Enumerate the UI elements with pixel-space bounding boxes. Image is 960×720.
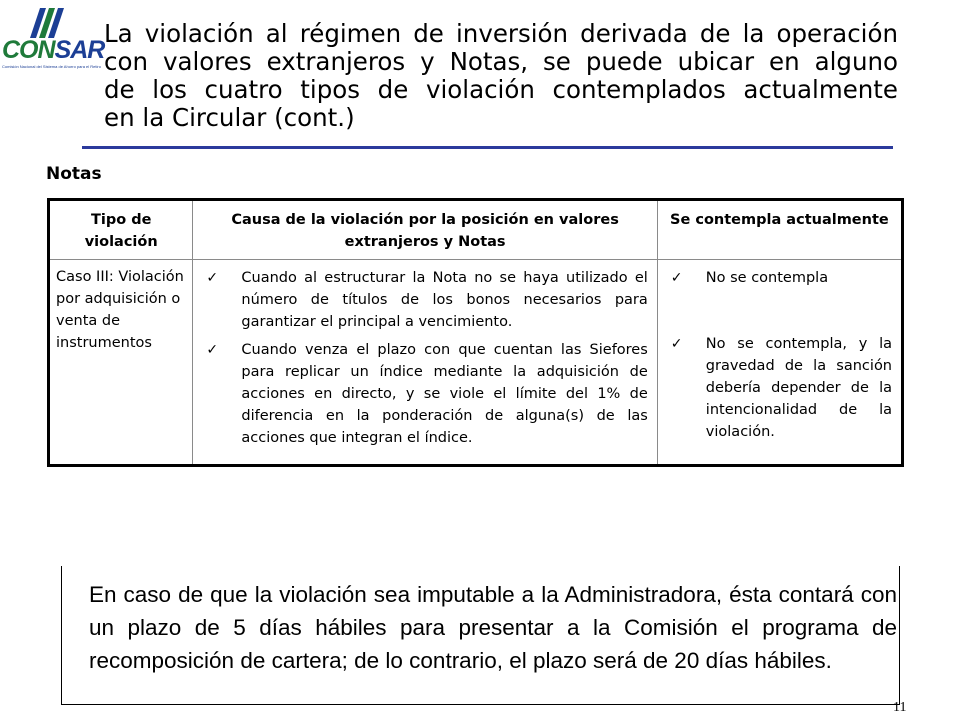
consar-logo	[0, 0, 105, 72]
title-line-4: en la Circular (cont.)	[104, 103, 355, 132]
list-item	[667, 267, 892, 289]
causes-cell	[193, 260, 657, 466]
title-line-1: La violación al régimen de inversión derivada de la operación	[104, 19, 898, 48]
logo-text-con: CON	[2, 36, 55, 64]
contemplated-text: No se contempla	[705, 270, 829, 286]
logo-subtitle: Comisión Nacional del Sistema de Ahorro para el Retiro	[2, 64, 101, 69]
cause-text: Cuando venza el plazo con que cuentan las Siefores para replicar un índice mediante la adquisición de acciones en directo, y se viole el límite del 1% de diferencia en la ponderación de alguna(s) de las acciones que integran el índice.	[241, 342, 648, 446]
header-causa: Causa de la violación por la posición en valores extranjeros y Notas	[193, 200, 657, 260]
section-label: Notas	[46, 164, 102, 184]
logo-text-sar: SAR	[54, 36, 105, 64]
list-item	[667, 333, 892, 443]
checkmark-icon: ✓	[670, 270, 683, 286]
title-line-2: con valores extranjeros y Notas, se puede ubicar en alguno	[104, 47, 898, 76]
title-line-3: de los cuatro tipos de violación contemplados actualmente	[104, 75, 898, 104]
page-number: 11	[893, 700, 907, 715]
contemplated-text: No se contempla, y la gravedad de la sanción debería depender de la intencionalidad de la violación.	[705, 336, 892, 440]
list-item	[202, 339, 647, 449]
checkmark-icon: ✓	[206, 342, 219, 358]
contemplated-cell	[657, 260, 902, 466]
causes-list	[194, 261, 655, 463]
slide-title	[104, 20, 898, 132]
list-item	[202, 267, 647, 333]
title-divider	[82, 146, 893, 149]
checkmark-icon: ✓	[670, 336, 683, 352]
table-header-row	[49, 200, 903, 260]
header-contempla: Se contempla actualmente	[657, 200, 902, 260]
logo-wordmark	[2, 38, 104, 63]
case-type-cell: Caso III: Violación por adquisición o venta de instrumentos	[49, 260, 193, 466]
note-paragraph: En caso de que la violación sea imputable a la Administradora, ésta contará con un plazo de 5 días hábiles para presentar a la Comisión el programa de recomposición de cartera; de lo contrario, el plazo será de 20 días hábiles.	[89, 582, 897, 673]
violation-table	[47, 198, 904, 467]
checkmark-icon: ✓	[206, 270, 219, 286]
contemplated-list	[659, 261, 900, 457]
table-row	[49, 260, 903, 466]
header-tipo: Tipo de violación	[49, 200, 193, 260]
cause-text: Cuando al estructurar la Nota no se haya utilizado el número de títulos de los bonos necesarios para garantizar el principal a vencimiento.	[241, 270, 648, 330]
